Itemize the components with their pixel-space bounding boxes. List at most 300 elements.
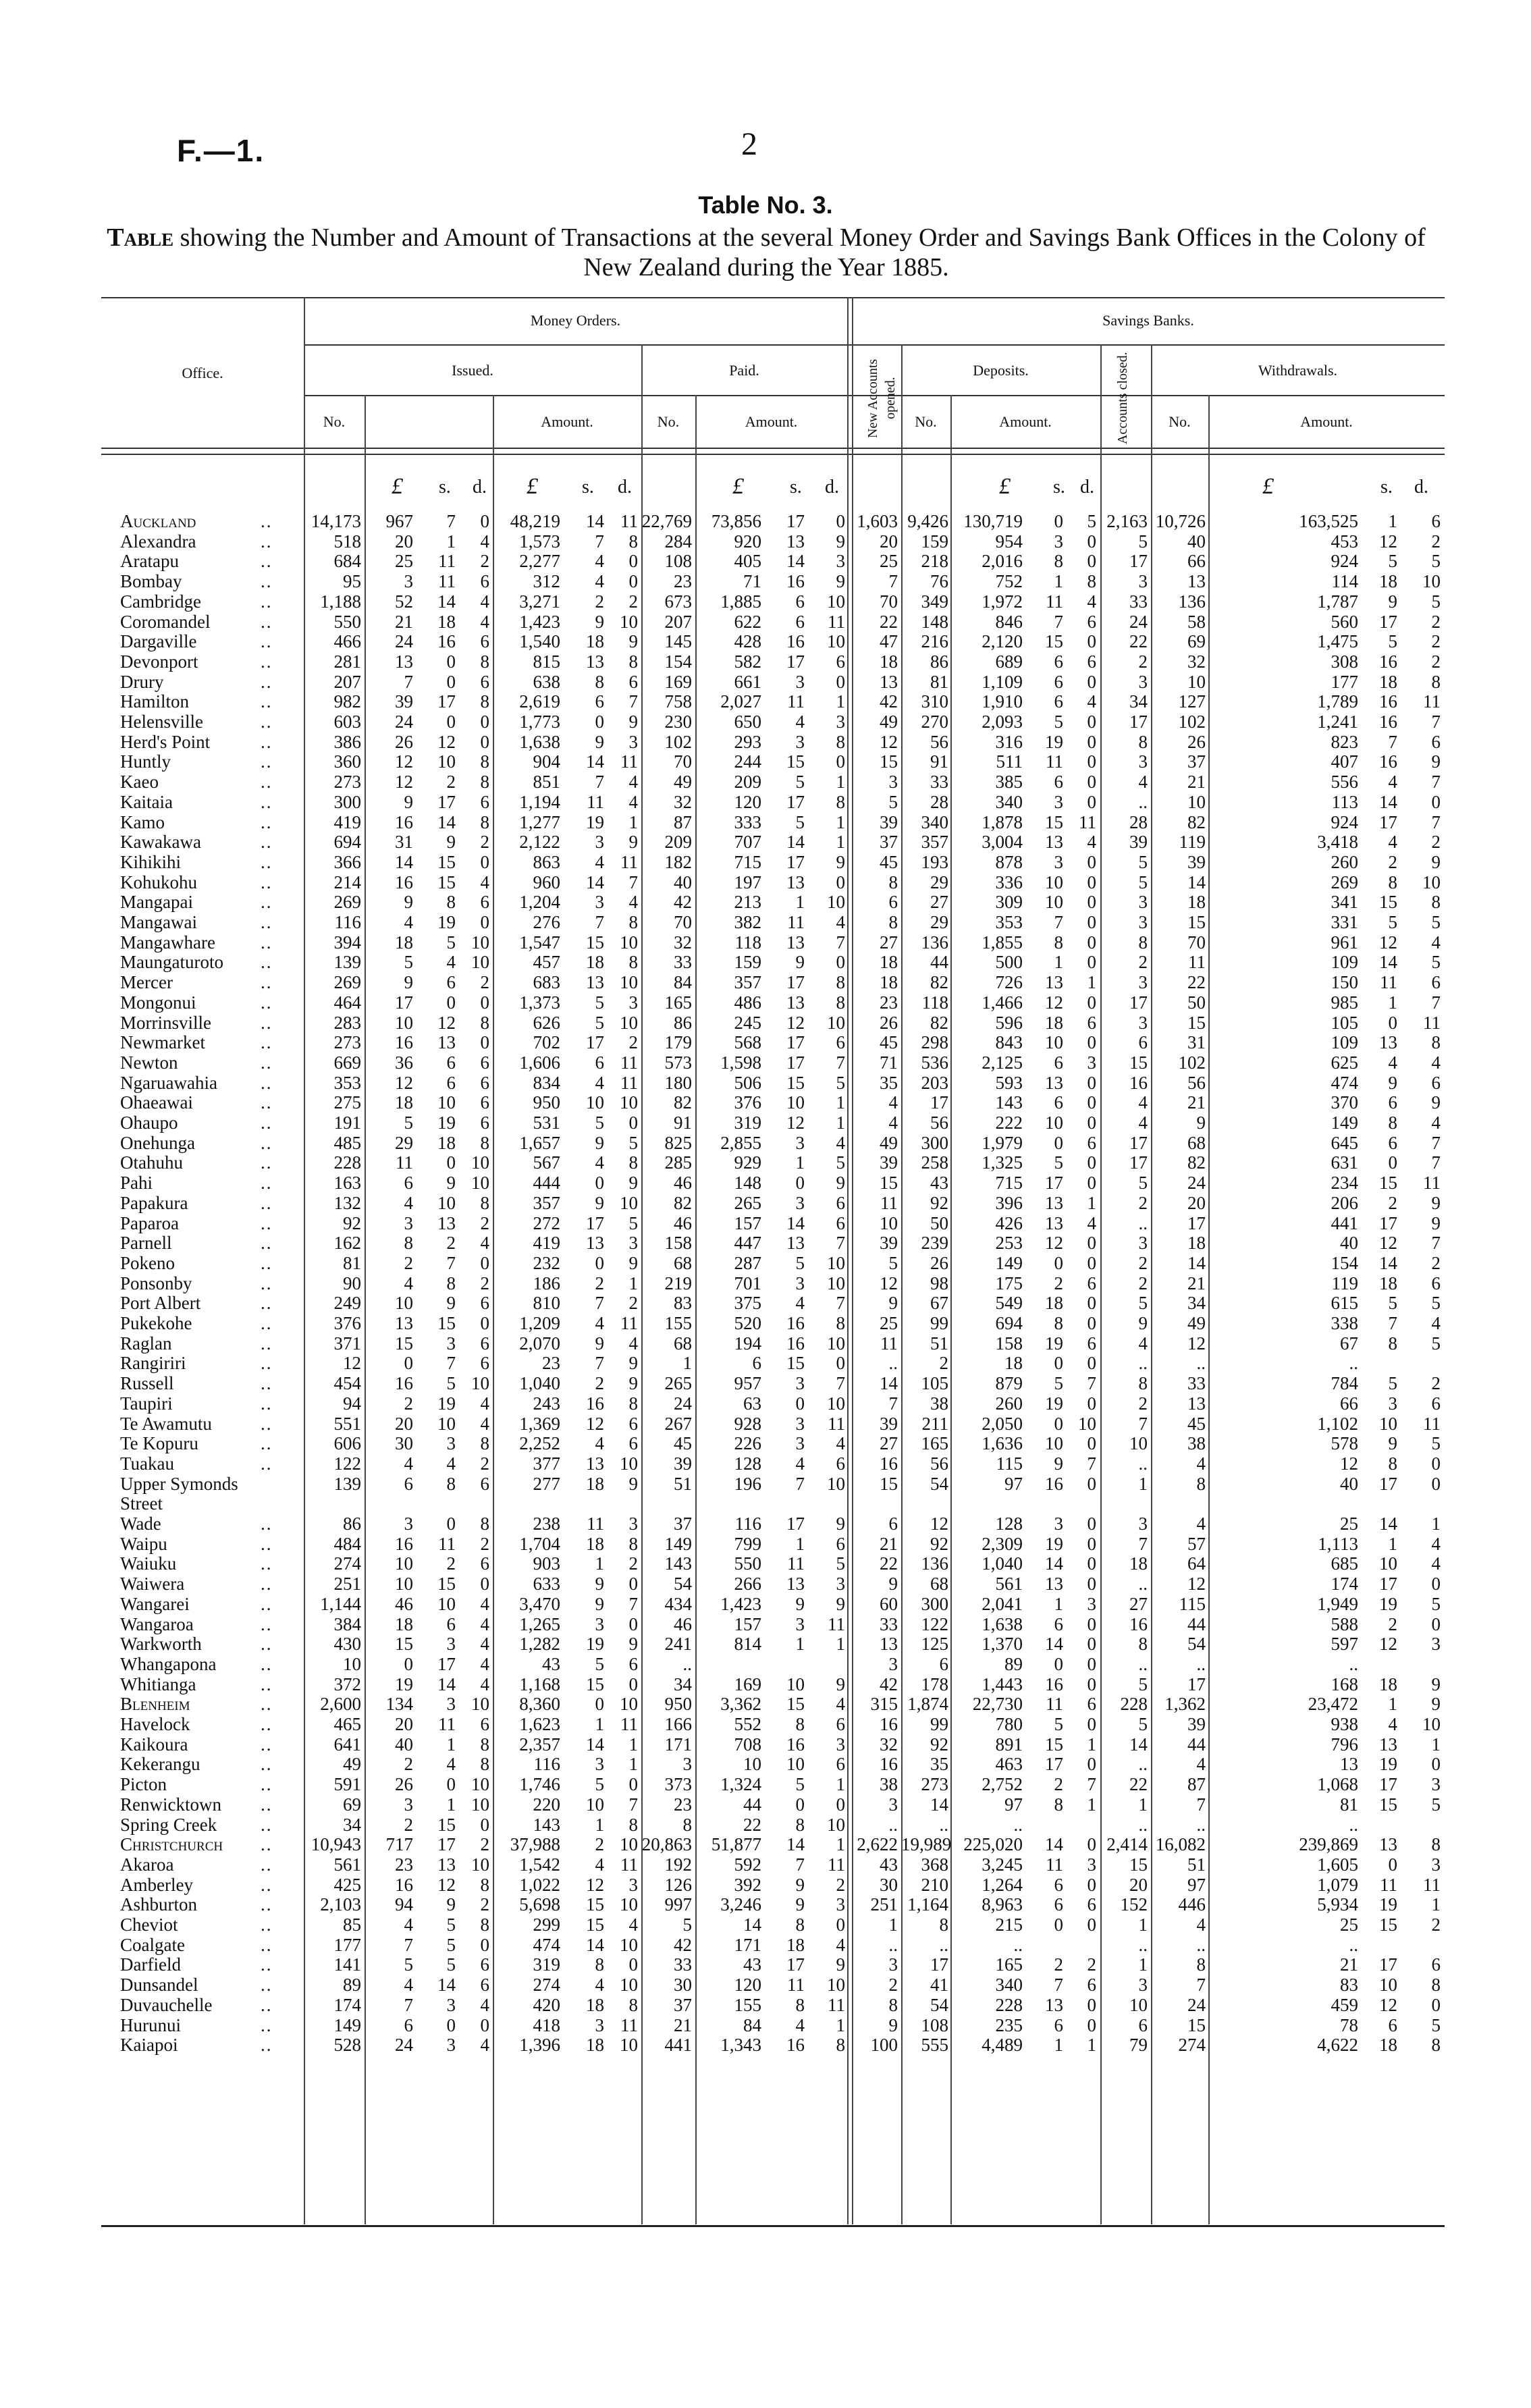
table-cell: 6: [1087, 611, 1096, 632]
table-cell: 15: [586, 1915, 604, 1935]
table-cell: 4: [1431, 1052, 1441, 1073]
table-cell: 51: [930, 1333, 948, 1354]
table-cell: 8: [1138, 932, 1148, 953]
table-cell: 18: [395, 1613, 413, 1634]
table-cell: 33: [674, 1954, 692, 1975]
table-cell: 34: [343, 1814, 361, 1835]
table-cell: 1,264: [982, 1874, 1023, 1895]
table-cell: 1: [1054, 952, 1063, 973]
table-cell: 2,252: [519, 1433, 560, 1454]
table-cell: 45: [674, 1433, 692, 1454]
table-cell: 6: [480, 1714, 489, 1734]
table-cell: 474: [533, 1934, 560, 1955]
table-cell: 5: [795, 772, 805, 793]
table-cell: 10: [1078, 1413, 1096, 1434]
table-cell: 310: [921, 691, 948, 712]
table-cell: 13: [786, 531, 805, 552]
table-cell: 38: [930, 1393, 948, 1414]
table-cell: 891: [995, 1734, 1023, 1755]
office-name: Wangaroa: [120, 1613, 194, 1634]
table-cell: 1,949: [1317, 1593, 1358, 1614]
table-cell: 42: [674, 892, 692, 913]
table-cell: 14: [586, 872, 604, 892]
table-cell: 1: [1138, 1915, 1148, 1935]
table-cell: 6: [480, 1333, 489, 1354]
table-cell: 0: [1087, 872, 1096, 892]
table-cell: 340: [995, 1975, 1023, 1996]
office-name: Blenheim: [120, 1694, 190, 1715]
leader-dots: ..: [261, 2035, 273, 2056]
table-cell: 37: [674, 1514, 692, 1534]
table-cell: 360: [333, 751, 361, 772]
table-cell: 14: [786, 1212, 805, 1233]
table-cell: 366: [333, 851, 361, 872]
table-cell: 37: [1187, 751, 1206, 772]
table-cell: 4,622: [1317, 2035, 1358, 2056]
office-name: Whitianga: [120, 1674, 196, 1694]
table-cell: 0: [595, 1252, 604, 1273]
table-cell: 143: [533, 1814, 560, 1835]
table-cell: 17: [1379, 1212, 1397, 1233]
table-row: [101, 1855, 1445, 1875]
table-cell: 165: [664, 992, 692, 1013]
table-cell: 4: [404, 1192, 413, 1213]
table-cell: 13: [786, 1233, 805, 1254]
table-cell: 357: [921, 832, 948, 853]
table-cell: 10: [1379, 1975, 1397, 1996]
table-cell: 5: [1431, 1293, 1441, 1314]
leader-dots: ..: [261, 1132, 273, 1153]
table-cell: 26: [1187, 731, 1206, 752]
table-cell: 22: [880, 611, 898, 632]
table-row: [101, 832, 1445, 852]
table-cell: 102: [664, 731, 692, 752]
table-cell: 799: [734, 1533, 761, 1554]
col-header-withdrawals-amount: Amount.: [1300, 413, 1353, 430]
table-cell: 54: [930, 1994, 948, 2015]
table-cell: 102: [1178, 1052, 1206, 1073]
table-cell: 28: [930, 791, 948, 812]
table-row: [101, 1434, 1445, 1453]
table-cell: 33: [930, 772, 948, 793]
table-cell: 2,752: [982, 1774, 1023, 1795]
table-cell: 2: [1431, 1915, 1441, 1935]
table-cell: 11: [1423, 691, 1441, 712]
table-cell: 1,910: [982, 691, 1023, 712]
table-cell: 16: [786, 571, 805, 592]
table-cell: 825: [664, 1132, 692, 1153]
table-cell: 14: [586, 1734, 604, 1755]
table-cell: 69: [343, 1794, 361, 1815]
table-cell: 95: [343, 571, 361, 592]
table-cell: 3: [595, 832, 604, 853]
table-cell: 0: [795, 1173, 805, 1194]
table-cell: 3: [795, 1273, 805, 1293]
table-row: [101, 1053, 1445, 1073]
table-cell: 3: [888, 1954, 898, 1975]
table-cell: 14: [586, 751, 604, 772]
table-cell: 6: [1054, 2014, 1063, 2035]
table-cell: 1,638: [519, 731, 560, 752]
table-cell: ..: [888, 1353, 898, 1374]
table-cell: 87: [674, 811, 692, 832]
table-cell: 2: [480, 551, 489, 572]
table-cell: 47: [880, 631, 898, 652]
table-cell: 2: [480, 972, 489, 993]
table-cell: 9: [836, 1173, 845, 1194]
office-name: Huntly: [120, 751, 171, 772]
leader-dots: ..: [261, 1834, 273, 1855]
table-cell: 444: [533, 1173, 560, 1194]
table-cell: 5: [446, 1954, 456, 1975]
table-cell: 5: [1388, 1373, 1397, 1394]
leader-dots: ..: [261, 1553, 273, 1574]
table-cell: 8: [480, 811, 489, 832]
leader-dots: ..: [261, 1674, 273, 1694]
col-header-issued: Issued.: [452, 362, 493, 379]
table-cell: 5: [1388, 912, 1397, 932]
table-cell: 384: [333, 1613, 361, 1634]
leader-dots: ..: [261, 892, 273, 913]
table-cell: 0: [446, 712, 456, 732]
table-cell: 159: [734, 952, 761, 973]
table-cell: 102: [1178, 712, 1206, 732]
office-name: Picton: [120, 1774, 167, 1795]
table-cell: 3: [446, 1333, 456, 1354]
table-cell: 3: [628, 992, 638, 1013]
table-cell: 0: [1087, 1393, 1096, 1414]
table-cell: 116: [533, 1754, 560, 1775]
table-cell: 2,120: [982, 631, 1023, 652]
table-cell: 0: [480, 1574, 489, 1595]
table-cell: 44: [1187, 1613, 1206, 1634]
table-row: [101, 973, 1445, 992]
table-cell: 120: [734, 791, 761, 812]
table-cell: 1,638: [982, 1613, 1023, 1634]
table-cell: 6: [1054, 651, 1063, 672]
table-cell: 2: [1138, 1192, 1148, 1213]
table-cell: 43: [930, 1173, 948, 1194]
table-cell: 154: [664, 651, 692, 672]
table-cell: 32: [1187, 651, 1206, 672]
table-cell: 69: [1187, 631, 1206, 652]
table-cell: 3: [1138, 1514, 1148, 1534]
table-cell: 16: [1045, 1674, 1063, 1694]
table-cell: 1,475: [1317, 631, 1358, 652]
table-cell: 758: [664, 691, 692, 712]
table-cell: 1,109: [982, 671, 1023, 692]
table-cell: 0: [1087, 851, 1096, 872]
table-cell: 7: [1388, 731, 1397, 752]
table-cell: 14: [1187, 872, 1206, 892]
table-cell: 17: [786, 1052, 805, 1073]
leader-dots: ..: [261, 1814, 273, 1835]
table-cell: 1,704: [519, 1533, 560, 1554]
table-cell: 5: [595, 992, 604, 1013]
table-cell: 9: [795, 952, 805, 973]
table-cell: 243: [533, 1393, 560, 1414]
table-cell: 17: [1379, 1473, 1397, 1494]
table-cell: 0: [836, 751, 845, 772]
table-cell: 9: [1431, 851, 1441, 872]
table-cell: 1,068: [1317, 1774, 1358, 1795]
table-cell: 79: [1129, 2035, 1148, 2056]
office-name: Raglan: [120, 1333, 172, 1354]
table-cell: 1,209: [519, 1313, 560, 1333]
table-cell: 0: [1054, 1132, 1063, 1153]
table-cell: 143: [664, 1553, 692, 1574]
table-cell: 54: [1187, 1634, 1206, 1655]
table-cell: 239: [921, 1233, 948, 1254]
table-cell: 5: [1138, 1293, 1148, 1314]
table-cell: 94: [395, 1894, 413, 1915]
table-cell: 57: [1187, 1533, 1206, 1554]
table-cell: 0: [1087, 1674, 1096, 1694]
table-row: [101, 1214, 1445, 1233]
table-cell: 105: [1331, 1012, 1358, 1033]
table-cell: 2,103: [320, 1894, 361, 1915]
table-cell: 28: [1129, 811, 1148, 832]
unit-pence: d.: [1080, 477, 1094, 498]
table-cell: 555: [921, 2035, 948, 2056]
table-cell: 21: [880, 1533, 898, 1554]
table-cell: 12: [786, 1113, 805, 1133]
table-cell: 5: [795, 1252, 805, 1273]
table-cell: 10: [586, 1092, 604, 1113]
table-cell: 2: [595, 591, 604, 612]
table-cell: 0: [836, 671, 845, 692]
table-cell: 3: [1138, 912, 1148, 932]
table-cell: 376: [333, 1313, 361, 1333]
table-cell: 1,605: [1317, 1854, 1358, 1875]
office-name: Waipu: [120, 1533, 167, 1554]
table-cell: 56: [1187, 1072, 1206, 1093]
table-cell: 5: [404, 1113, 413, 1133]
table-cell: 109: [1331, 1032, 1358, 1053]
table-cell: 8: [836, 992, 845, 1013]
table-cell: 92: [930, 1533, 948, 1554]
table-cell: 10: [1187, 791, 1206, 812]
table-cell: 38: [880, 1774, 898, 1795]
table-cell: 2: [1388, 1613, 1397, 1634]
table-cell: 27: [930, 892, 948, 913]
table-cell: 4: [628, 791, 638, 812]
table-cell: 14: [586, 511, 604, 531]
table-cell: 251: [870, 1894, 898, 1915]
table-cell: 23: [395, 1854, 413, 1875]
table-cell: 0: [480, 1313, 489, 1333]
table-cell: 9: [1431, 1192, 1441, 1213]
table-cell: 171: [734, 1934, 761, 1955]
table-cell: 338: [1331, 1313, 1358, 1333]
table-cell: 2: [404, 1814, 413, 1835]
table-cell: 561: [995, 1574, 1023, 1595]
table-cell: 44: [930, 952, 948, 973]
table-row: [101, 652, 1445, 672]
table-cell: 573: [664, 1052, 692, 1073]
table-cell: 582: [734, 651, 761, 672]
table-cell: 5,698: [519, 1894, 560, 1915]
table-cell: 16: [1379, 751, 1397, 772]
table-cell: 11: [438, 1533, 456, 1554]
table-row: [101, 1293, 1445, 1313]
table-cell: 4: [836, 1694, 845, 1715]
table-cell: 78: [1340, 2014, 1358, 2035]
table-cell: 46: [674, 1212, 692, 1233]
table-row: [101, 692, 1445, 712]
table-cell: 4: [628, 1915, 638, 1935]
table-row: [101, 1233, 1445, 1253]
table-cell: 454: [333, 1373, 361, 1394]
table-cell: 219: [664, 1273, 692, 1293]
table-cell: 10: [471, 952, 489, 973]
table-cell: 8: [795, 1714, 805, 1734]
table-cell: 315: [870, 1694, 898, 1715]
table-cell: 16: [395, 872, 413, 892]
table-cell: 10: [620, 1934, 638, 1955]
table-row: [101, 552, 1445, 571]
table-cell: 2,309: [982, 1533, 1023, 1554]
page-identifier: F.—1.: [177, 133, 265, 168]
table-row: [101, 672, 1445, 692]
table-cell: 68: [674, 1252, 692, 1273]
table-cell: 119: [1179, 832, 1206, 853]
table-cell: 6: [1054, 1613, 1063, 1634]
table-cell: 3: [1138, 751, 1148, 772]
table-cell: 8: [888, 1994, 898, 2015]
table-cell: 3: [595, 1613, 604, 1634]
table-cell: 4: [1196, 1754, 1206, 1775]
table-cell: 13: [786, 1574, 805, 1595]
table-cell: 100: [870, 2035, 898, 2056]
table-cell: 15: [395, 1333, 413, 1354]
table-cell: 9: [446, 1894, 456, 1915]
table-cell: 22: [1129, 631, 1148, 652]
table-cell: 145: [664, 631, 692, 652]
leader-dots: ..: [261, 1052, 273, 1073]
table-cell: 1: [1054, 2035, 1063, 2056]
table-cell: 18: [1187, 1233, 1206, 1254]
table-cell: 7: [595, 1353, 604, 1374]
table-cell: 82: [1187, 811, 1206, 832]
table-cell: 11: [438, 551, 456, 572]
table-cell: 3,362: [720, 1694, 761, 1715]
table-cell: 9: [628, 1473, 638, 1494]
table-row: [101, 712, 1445, 732]
table-cell: 5: [1431, 1794, 1441, 1815]
table-cell: 14: [1379, 1514, 1397, 1534]
table-cell: 4: [888, 1113, 898, 1133]
table-cell: 273: [921, 1774, 948, 1795]
table-cell: 17: [437, 1653, 456, 1674]
table-cell: 16: [1045, 1473, 1063, 1494]
table-cell: 10: [620, 972, 638, 993]
table-cell: 31: [1187, 1032, 1206, 1053]
table-cell: 4: [1388, 832, 1397, 853]
table-cell: 33: [1187, 1373, 1206, 1394]
table-cell: 2: [1054, 1273, 1063, 1293]
table-cell: 4: [1196, 1514, 1206, 1534]
table-cell: 506: [734, 1072, 761, 1093]
table-cell: 669: [333, 1052, 361, 1073]
table-cell: 197: [734, 872, 761, 892]
table-cell: 22: [1187, 972, 1206, 993]
table-row: [101, 1554, 1445, 1574]
table-cell: 81: [930, 671, 948, 692]
table-cell: 7: [836, 1293, 845, 1314]
unit-pence: d.: [618, 477, 632, 498]
table-cell: 12: [1379, 1994, 1397, 2015]
table-cell: 694: [995, 1313, 1023, 1333]
table-cell: 17: [1045, 1754, 1063, 1775]
table-cell: 16: [1379, 651, 1397, 672]
table-cell: 1,343: [720, 2035, 761, 2056]
table-cell: 4: [404, 1975, 413, 1996]
table-cell: 6: [1087, 1975, 1096, 1996]
unit-pound: £: [1262, 474, 1274, 499]
table-cell: 5: [1054, 1714, 1063, 1734]
table-cell: 70: [674, 751, 692, 772]
table-cell: 7: [1431, 772, 1441, 793]
table-cell: 1: [795, 1152, 805, 1173]
leader-dots: ..: [261, 531, 273, 552]
table-cell: 1: [1087, 972, 1096, 993]
table-row: [101, 853, 1445, 872]
table-cell: ..: [1138, 1353, 1148, 1374]
table-cell: 27: [880, 1433, 898, 1454]
table-cell: 631: [1331, 1152, 1358, 1173]
table-cell: 10: [437, 1092, 456, 1113]
table-cell: 5: [1431, 952, 1441, 973]
table-cell: 6: [480, 1473, 489, 1494]
table-cell: 6: [1087, 1694, 1096, 1715]
table-cell: 3: [795, 1613, 805, 1634]
table-cell: 6: [480, 791, 489, 812]
table-cell: 12: [786, 1012, 805, 1033]
table-cell: 3,470: [519, 1593, 560, 1614]
table-cell: 220: [533, 1794, 560, 1815]
table-cell: 638: [533, 671, 560, 692]
office-name: Tuakau: [120, 1453, 175, 1474]
table-cell: 8: [480, 1433, 489, 1454]
table-cell: 13: [1045, 1192, 1063, 1213]
table-cell: 15: [1379, 1794, 1397, 1815]
table-row: [101, 1473, 1445, 1514]
table-cell: 16: [786, 1734, 805, 1755]
table-cell: 14: [586, 1934, 604, 1955]
table-cell: 284: [664, 531, 692, 552]
office-name: Waiuku: [120, 1553, 177, 1574]
table-cell: 3: [595, 2014, 604, 2035]
leader-dots: ..: [261, 671, 273, 692]
table-cell: 340: [995, 791, 1023, 812]
table-cell: 2,027: [720, 691, 761, 712]
table-cell: 0: [1388, 1854, 1397, 1875]
table-cell: 10,726: [1155, 511, 1206, 531]
table-cell: 960: [533, 872, 560, 892]
table-cell: 1,370: [982, 1634, 1023, 1655]
table-cell: 300: [921, 1132, 948, 1153]
table-cell: 11: [828, 611, 845, 632]
table-cell: 0: [1054, 1653, 1063, 1674]
table-cell: 26: [930, 1252, 948, 1273]
table-cell: 18: [586, 2035, 604, 2056]
table-cell: 6: [1054, 1894, 1063, 1915]
table-cell: 11: [787, 691, 805, 712]
table-cell: 1: [446, 1794, 456, 1815]
table-cell: 7: [595, 912, 604, 932]
table-cell: 16: [880, 1453, 898, 1474]
